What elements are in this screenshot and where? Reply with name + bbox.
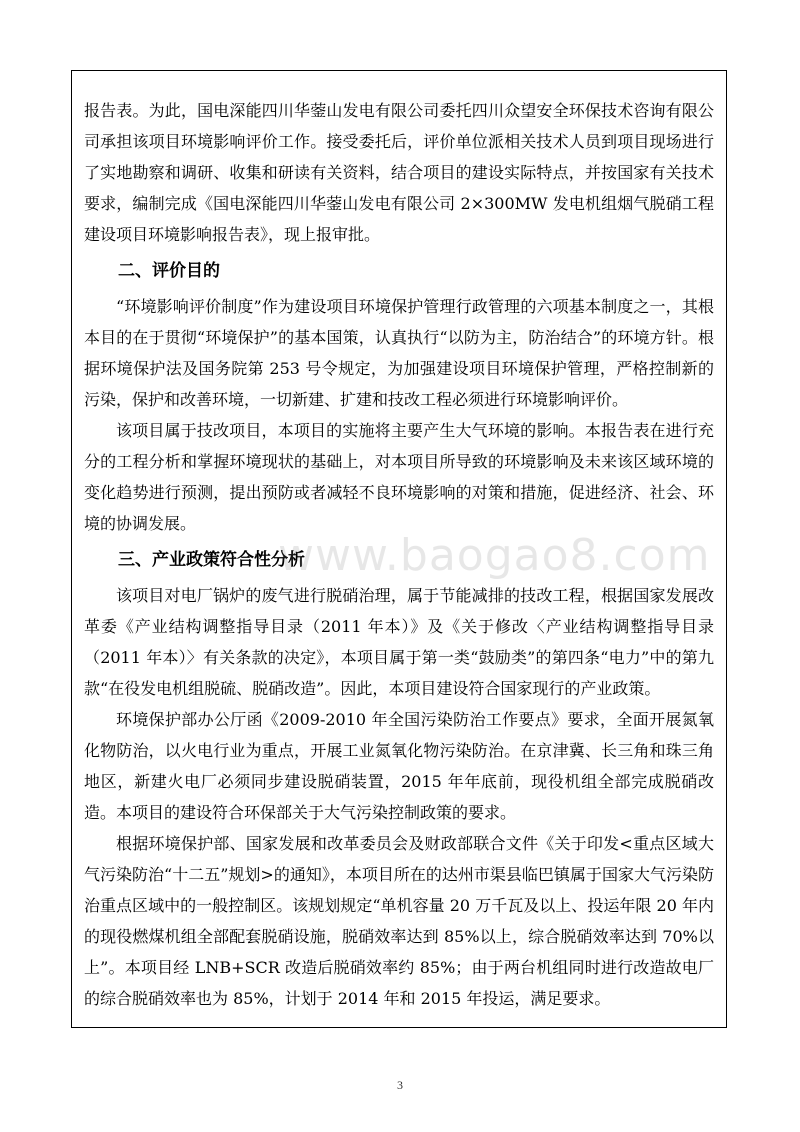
section-heading-evaluation-purpose: 二、评价目的 (118, 261, 220, 281)
industry-policy-paragraph-1: 该项目对电厂锅炉的废气进行脱硝治理，属于节能减排的技改工程，根据国家发展改革委《产业结构调整指导目录（2011 年本）》及《关于修改〈产业结构调整指导目录（2011 年本）〉有关条款的决定》，本项目属于第一类“鼓励类”的第四条“电力”中的第九款“在役发电机组脱硫、脱硝改造”。因此，本项目建设符合国家现行的产业政策。 (84, 586, 714, 698)
industry-policy-paragraph-2: 环境保护部办公厅函《2009-2010 年全国污染防治工作要点》要求，全面开展氮氧化物防治，以火电行业为重点，开展工业氮氧化物污染防治。在京津冀、长三角和珠三角地区，新建火电厂必须同步建设脱硝装置，2015 年年底前，现役机组全部完成脱硝改造。本项目的建设符合环保部关于大气污染控制政策的要求。 (84, 710, 714, 822)
content-frame (71, 70, 727, 1028)
evaluation-purpose-paragraph-2: 该项目属于技改项目，本项目的实施将主要产生大气环境的影响。本报告表在进行充分的工程分析和掌握环境现状的基础上，对本项目所导致的环境影响及未来该区域环境的变化趋势进行预测，提出预防或者减轻不良环境影响的对策和措施，促进经济、社会、环境的协调发展。 (84, 421, 714, 533)
evaluation-purpose-paragraph-1: “环境影响评价制度”作为建设项目环境保护管理行政管理的六项基本制度之一，其根本目的在于贯彻“环境保护”的基本国策，认真执行“以防为主，防治结合”的环境方针。根据环境保护法及国务院第 253 号令规定，为加强建设项目环境保护管理，严格控制新的污染，保护和改善环境，一切新建、扩建和技改工程必须进行环境影响评价。 (84, 297, 714, 409)
intro-paragraph: 报告表。为此，国电深能四川华蓥山发电有限公司委托四川众望安全环保技术咨询有限公司承担该项目环境影响评价工作。接受委托后，评价单位派相关技术人员到项目现场进行了实地勘察和调研、收集和研读有关资料，结合项目的建设实际特点，并按国家有关技术要求，编制完成《国电深能四川华蓥山发电有限公司 2×300MW 发电机组烟气脱硝工程建设项目环境影响报告表》，现上报审批。 (84, 101, 714, 244)
section-heading-industry-policy: 三、产业政策符合性分析 (118, 550, 305, 570)
industry-policy-paragraph-3: 根据环境保护部、国家发展和改革委员会及财政部联合文件《关于印发<重点区域大气污染防治“十二五”规划>的通知》，本项目所在的达州市渠县临巴镇属于国家大气污染防治重点区域中的一般控制区。该规划规定“单机容量 20 万千瓦及以上、投运年限 20 年内的现役燃煤机组全部配套脱硝设施，脱硝效率达到 85%以上，综合脱硝效率达到 70%以上”。本项目经 LNB+SCR 改造后脱硝效率约 85%；由于两台机组同时进行改造故电厂的综合脱硝效率也为 85%，计划于 2014 年和 2015 年投运，满足要求。 (84, 834, 714, 1008)
page-number: 3 (397, 1078, 403, 1092)
watermark: www.baogao8.com (278, 530, 711, 581)
